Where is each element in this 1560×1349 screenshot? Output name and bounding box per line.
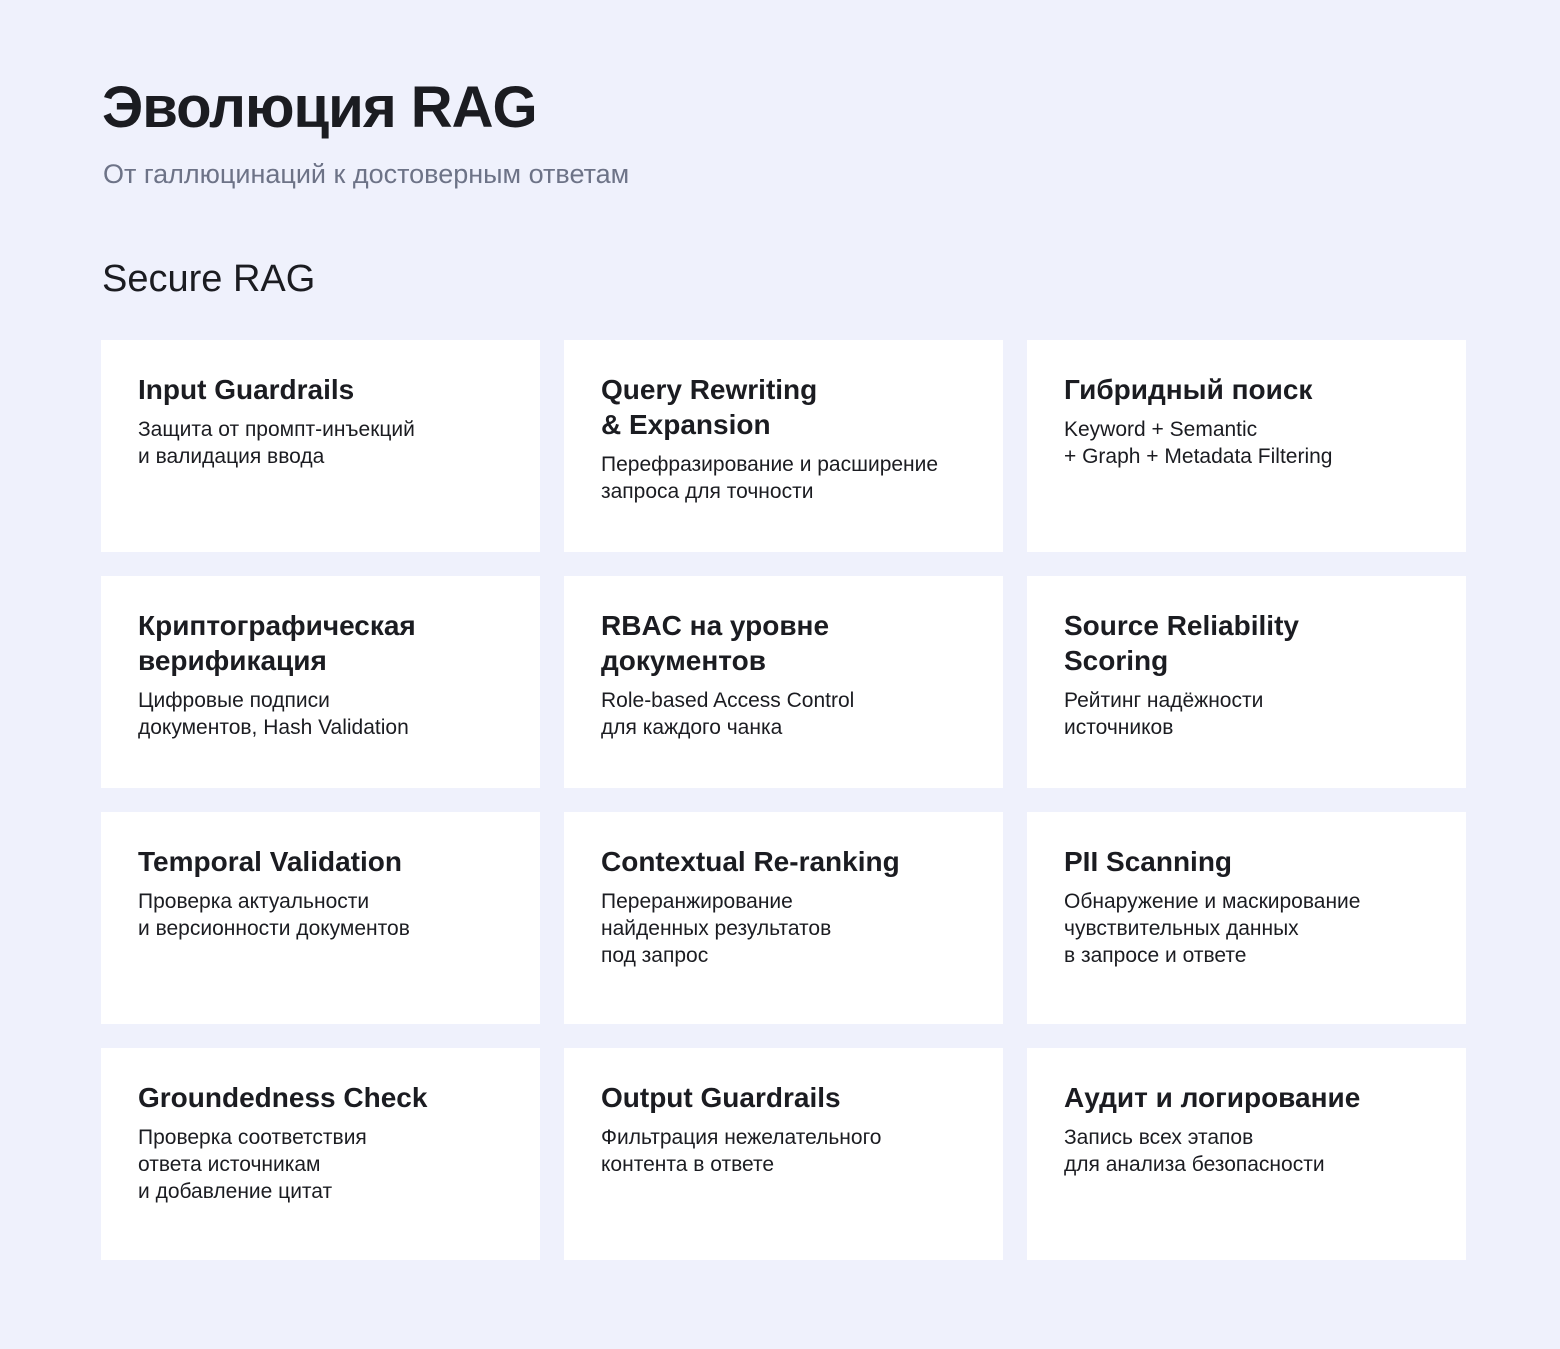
card-description: Защита от промпт-инъекций и валидация ввода	[138, 418, 415, 468]
page-subtitle: От галлюцинаций к достоверным ответам	[103, 159, 630, 189]
card-audit-logging	[1027, 1048, 1466, 1260]
card-description: Фильтрация нежелательного контента в ответе	[601, 1126, 882, 1176]
features-grid	[101, 340, 1467, 1260]
card-description: Запись всех этапов для анализа безопасности	[1064, 1126, 1325, 1176]
card-title: Криптографическая верификация	[138, 610, 416, 676]
card-description: Рейтинг надёжности источников	[1064, 689, 1264, 739]
card-hybrid-search	[1027, 340, 1466, 552]
card-title: PII Scanning	[1064, 846, 1233, 877]
card-temporal-validation	[101, 812, 540, 1024]
card-title: Гибридный поиск	[1064, 374, 1313, 405]
card-groundedness-check	[101, 1048, 540, 1260]
card-title: Temporal Validation	[138, 846, 402, 877]
card-description: Role-based Access Control для каждого чанка	[601, 689, 855, 739]
card-query-rewriting	[564, 340, 1003, 552]
card-title: Аудит и логирование	[1064, 1082, 1361, 1113]
card-title: Output Guardrails	[601, 1082, 841, 1113]
card-rbac	[564, 576, 1003, 788]
card-title: RBAC на уровне документов	[601, 610, 830, 676]
section-title: Secure RAG	[102, 258, 316, 300]
card-description: Keyword + Semantic + Graph + Metadata Filtering	[1064, 418, 1333, 468]
card-title: Query Rewriting & Expansion	[601, 374, 818, 440]
card-description: Проверка соответствия ответа источникам и добавление цитат	[138, 1126, 367, 1203]
card-title: Contextual Re-ranking	[601, 846, 900, 877]
card-description: Проверка актуальности и версионности документов	[138, 890, 410, 940]
card-title: Source Reliability Scoring	[1064, 610, 1299, 676]
card-description: Переранжирование найденных результатов под запрос	[601, 890, 832, 967]
card-title: Groundedness Check	[138, 1082, 428, 1113]
card-crypto-verification	[101, 576, 540, 788]
card-contextual-reranking	[564, 812, 1003, 1024]
card-pii-scanning	[1027, 812, 1466, 1024]
card-output-guardrails	[564, 1048, 1003, 1260]
card-input-guardrails	[101, 340, 540, 552]
card-description: Перефразирование и расширение запроса для точности	[601, 453, 939, 503]
card-source-reliability	[1027, 576, 1466, 788]
card-title: Input Guardrails	[138, 374, 355, 405]
card-description: Обнаружение и маскирование чувствительных данных в запросе и ответе	[1064, 890, 1361, 967]
card-description: Цифровые подписи документов, Hash Validation	[138, 689, 409, 739]
page-title: Эволюция RAG	[102, 75, 537, 140]
